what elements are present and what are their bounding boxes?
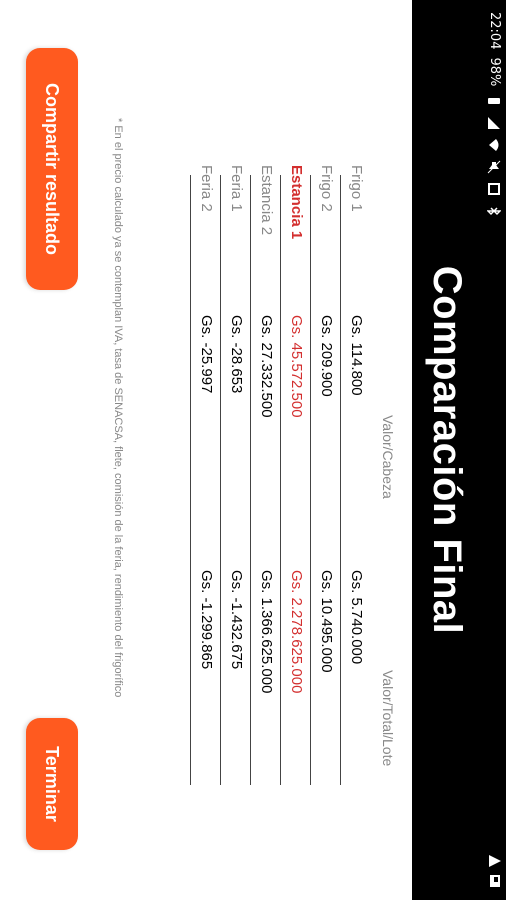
total-value: Gs. 1.366.625.000 [258,570,275,694]
row-label: Feria 2 [198,165,215,212]
column-header-total: Valor/Total/Lote [380,670,396,767]
per-head-value: Gs. 45.572.500 [288,315,305,418]
table-row-highlighted [280,165,311,785]
per-head-value: Gs. 114.800 [348,315,365,396]
status-bar [482,0,506,900]
per-head-value: Gs. -28.653 [228,315,245,394]
total-value: Gs. -1.432.675 [228,570,245,670]
app-header [412,0,482,900]
row-label: Feria 1 [228,165,245,212]
wifi-icon [488,138,502,152]
signal-icon [488,854,502,868]
row-label: Frigo 1 [348,165,365,212]
total-value: Gs. 10.495.000 [318,570,335,673]
gallery-icon [488,874,502,888]
status-time: 22:04 [487,12,502,50]
total-value: Gs. 5.740.000 [348,570,365,665]
table-row [340,165,371,785]
cell-signal-icon [488,116,502,130]
row-label: Estancia 2 [258,165,275,236]
footnote: * En el precio calculado ya se contemplan IVA, tasa de SENACSA, flete, comisión de la feria, rendimiento del frigorífico [112,118,124,698]
finish-button[interactable]: Terminar [26,718,78,850]
page-title: Comparación Final [425,265,470,635]
column-header-per-head: Valor/Cabeza [380,415,396,499]
mute-icon [488,160,502,174]
table-row [310,165,341,785]
battery-icon [488,94,502,108]
nfc-icon [488,182,502,196]
total-value: Gs. 2.278.625.000 [288,570,305,694]
per-head-value: Gs. -25.997 [198,315,215,394]
table-row [220,165,251,785]
total-value: Gs. -1.299.865 [198,570,215,670]
row-label: Estancia 1 [288,165,305,240]
battery-percent: 98% [487,57,502,87]
row-label: Frigo 2 [318,165,335,212]
per-head-value: Gs. 27.332.500 [258,315,275,418]
bluetooth-icon [488,204,502,218]
per-head-value: Gs. 209.900 [318,315,335,397]
share-result-button[interactable]: Compartir resultado [26,48,78,290]
table-row [190,165,221,785]
table-row [250,165,281,785]
